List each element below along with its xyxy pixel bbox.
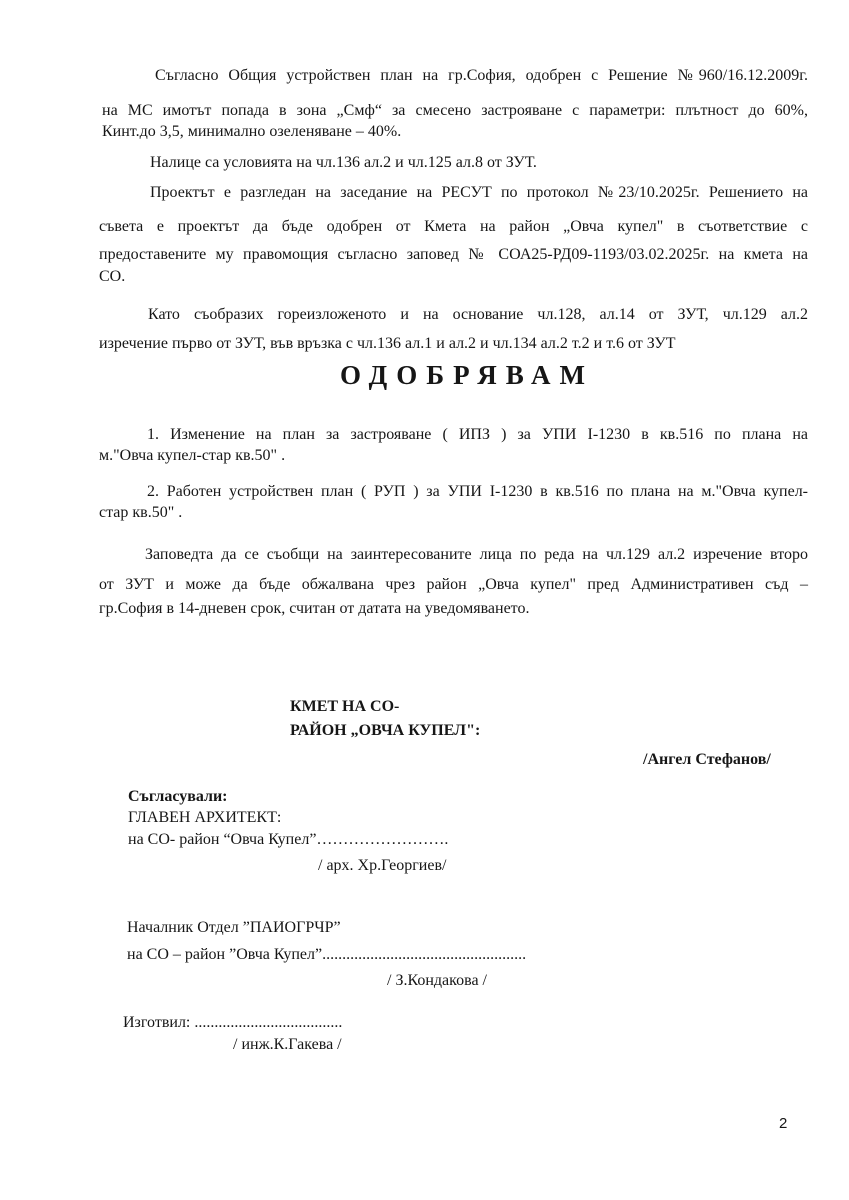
- prepared-by-line: Изготвил: .....................................: [123, 1014, 343, 1031]
- paragraph-basis-line-1: Като съобразих гореизложеното и на основание чл.128, ал.14 от ЗУТ, чл.129 ал.2: [148, 306, 808, 323]
- mayor-name: /Ангел Стефанов/: [643, 751, 771, 768]
- chief-architect-title: ГЛАВЕН АРХИТЕКТ:: [128, 809, 282, 826]
- mayor-title-line-2: РАЙОН „ОВЧА КУПЕЛ":: [290, 722, 481, 739]
- paragraph-ous-line-3: Кинт.до 3,5, минимално озеленяване – 40%.: [102, 123, 402, 140]
- dept-head-title: Началник Отдел ”ПАИОГРЧР”: [127, 919, 341, 936]
- notice-line-1: Заповедта да се съобщи на заинтересованите лица по реда на чл.129 ал.2 изречение второ: [145, 546, 808, 563]
- notice-line-3: гр.София в 14-дневен срок, считан от датата на уведомяването.: [99, 600, 530, 617]
- decision-title: ОДОБРЯВАМ: [340, 360, 595, 390]
- paragraph-resut-line-4: СО.: [99, 268, 126, 285]
- prepared-by-name: / инж.К.Гакева /: [233, 1036, 342, 1053]
- mayor-title-line-1: КМЕТ НА СО-: [290, 698, 400, 715]
- approvals-heading: Съгласували:: [128, 788, 228, 805]
- notice-line-2: от ЗУТ и може да бъде обжалвана чрез район „Овча купел" пред Административен съд –: [99, 576, 808, 593]
- chief-architect-name: / арх. Хр.Георгиев/: [318, 857, 447, 874]
- decision-item-2-line-2: стар кв.50" .: [99, 504, 183, 521]
- paragraph-resut-line-2: съвета е проектът да бъде одобрен от Кмета на район „Овча купел" в съответствие с: [99, 218, 808, 235]
- chief-architect-district: на СО- район “Овча Купел”…………………….: [128, 831, 449, 848]
- paragraph-ous-line-1: Съгласно Общия устройствен план на гр.София, одобрен с Решение №960/16.12.2009г.: [155, 67, 808, 84]
- paragraph-basis-line-2: изречение първо от ЗУТ, във връзка с чл.136 ал.1 и ал.2 и чл.134 ал.2 т.2 и т.6 от ЗУТ: [99, 335, 676, 352]
- paragraph-ous-line-2: на МС имотът попада в зона „Смф“ за смесено застрояване с параметри: плътност до 60%,: [102, 102, 808, 119]
- page-number: 2: [779, 1115, 788, 1132]
- decision-item-1-line-1: 1. Изменение на план за застрояване ( ИПЗ ) за УПИ I-1230 в кв.516 по плана на: [147, 426, 808, 443]
- dept-head-district: на СО – район ”Овча Купел”...................................................: [127, 946, 527, 963]
- decision-item-2-line-1: 2. Работен устройствен план ( РУП ) за УПИ I-1230 в кв.516 по плана на м."Овча купел-: [147, 483, 808, 500]
- paragraph-conditions: Налице са условията на чл.136 ал.2 и чл.125 ал.8 от ЗУТ.: [150, 154, 537, 171]
- paragraph-resut-line-3: предоставените му правомощия съгласно заповед № СОА25-РД09-1193/03.02.2025г. на кмета на: [99, 246, 808, 263]
- decision-item-1-line-2: м."Овча купел-стар кв.50" .: [99, 447, 286, 464]
- paragraph-resut-line-1: Проектът е разгледан на заседание на РЕСУТ по протокол №23/10.2025г. Решението на: [150, 184, 808, 201]
- dept-head-name: / З.Кондакова /: [387, 972, 487, 989]
